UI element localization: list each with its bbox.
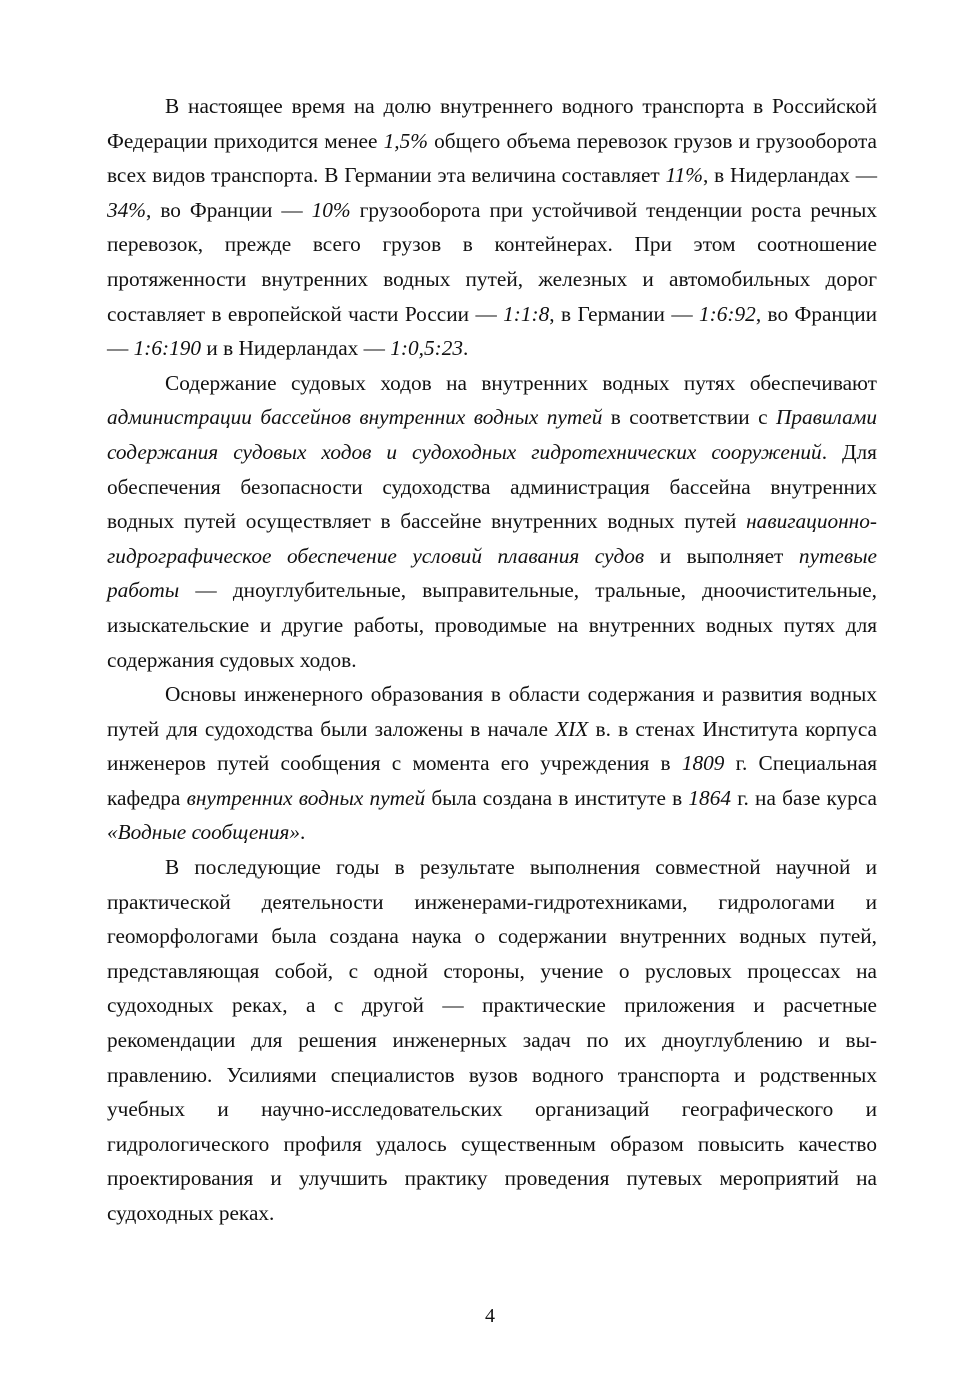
- paragraph-inland-transport-share: [107, 89, 877, 366]
- text-run: .: [463, 336, 469, 361]
- paragraph-river-science: [107, 850, 877, 1231]
- text-run: — дноуглубительные, выправительные, тральные, дноочистительные, изыскательские и другие работы, проводимые на внутренних водных путях для содержания судовых ходов.: [107, 578, 877, 672]
- page-body: [107, 89, 877, 1231]
- italic-text-run: путевые работы: [107, 543, 877, 603]
- text-run: . Для обеспечения безопасности судоходства администрация бассейна внутренних водных путей осуществляет в бассейне внутренних водных путей: [107, 439, 877, 534]
- text-run: , во Франции —: [146, 197, 312, 222]
- italic-text-run: 10%: [311, 197, 351, 222]
- text-run: , во Франции —: [107, 301, 878, 361]
- italic-text-run: 1:6:92: [699, 301, 756, 326]
- text-run: Содержание судовых ходов на внутренних водных путях обеспечивают: [165, 370, 877, 395]
- page-number: 4: [485, 1305, 495, 1327]
- italic-text-run: внутренних водных путей: [186, 785, 426, 810]
- text-run: г. на базе курса: [730, 785, 877, 810]
- italic-text-run: XIX: [555, 716, 589, 741]
- text-run: В последующие годы в результате выполнения совместной научной и практической деятельности инженерами-гидротехниками, гидрологами и геоморфологами была создана наука о содержании внутренних водных путей, представляющая собой, с одной стороны, учение о русловых процессах на судоходных реках, а с другой — практические приложения и расчетные рекомендации для решения инженерных задач по их дноуглублению и выправлению. Усилиями специалистов вузов водного транспорта и родственных учебных и научно-исследовательских организаций географического и гидрологического профиля удалось существенным образом повысить качество проектирования и улучшить практику проведения путевых мероприятий на судоходных реках.: [107, 855, 877, 1225]
- italic-text-run: администрации бассейнов внутренних водных путей: [107, 405, 603, 430]
- text-run: в. в стенах Института корпуса инженеров путей сообщения с момента его учреждения в: [107, 716, 877, 776]
- text-run: общего объема перевозок грузов и грузооборота всех видов транспорта. В Германии эта величина составляет: [107, 128, 877, 188]
- paragraph-engineering-education: [107, 677, 877, 850]
- italic-text-run: 34%: [107, 197, 147, 222]
- italic-text-run: 1,5%: [383, 128, 428, 153]
- text-run: грузооборота при устойчивой тенденции роста речных перевозок, прежде всего грузов в контейнерах. При этом соотношение протяженности внутренних водных путей, железных и автомобильных дорог составляет в европейской части России —: [107, 197, 877, 326]
- text-run: В настоящее время на долю внутреннего водного транспорта в Российской Федерации приходится менее: [107, 94, 877, 153]
- text-run: .: [300, 820, 306, 845]
- text-run: была создана в институте в: [425, 785, 689, 810]
- text-run: и в Нидерландах —: [201, 336, 391, 361]
- italic-text-run: «Водные сообщения»: [107, 820, 301, 845]
- italic-text-run: 1809: [681, 751, 725, 776]
- italic-text-run: 11%: [665, 163, 704, 188]
- italic-text-run: 1:1:8: [503, 301, 550, 326]
- italic-text-run: 1864: [688, 785, 731, 810]
- italic-text-run: навигационно-гидрографическое обеспечение условий плавания судов: [107, 509, 877, 568]
- italic-text-run: Правилами содержания судовых ходов и судоходных гидротехнических сооружений: [107, 405, 877, 464]
- text-run: г. Специальная кафедра: [107, 751, 877, 810]
- text-run: Основы инженерного образования в области содержания и развития водных путей для судоходства были заложены в начале: [107, 682, 877, 741]
- text-run: , в Нидерландах —: [703, 163, 878, 188]
- text-run: и выполняет: [644, 543, 799, 568]
- text-run: , в Германии —: [549, 301, 700, 326]
- text-run: в соответствии с: [602, 405, 776, 430]
- italic-text-run: 1:0,5:23: [390, 336, 464, 361]
- italic-text-run: 1:6:190: [133, 336, 202, 361]
- paragraph-waterway-maintenance: [107, 366, 877, 677]
